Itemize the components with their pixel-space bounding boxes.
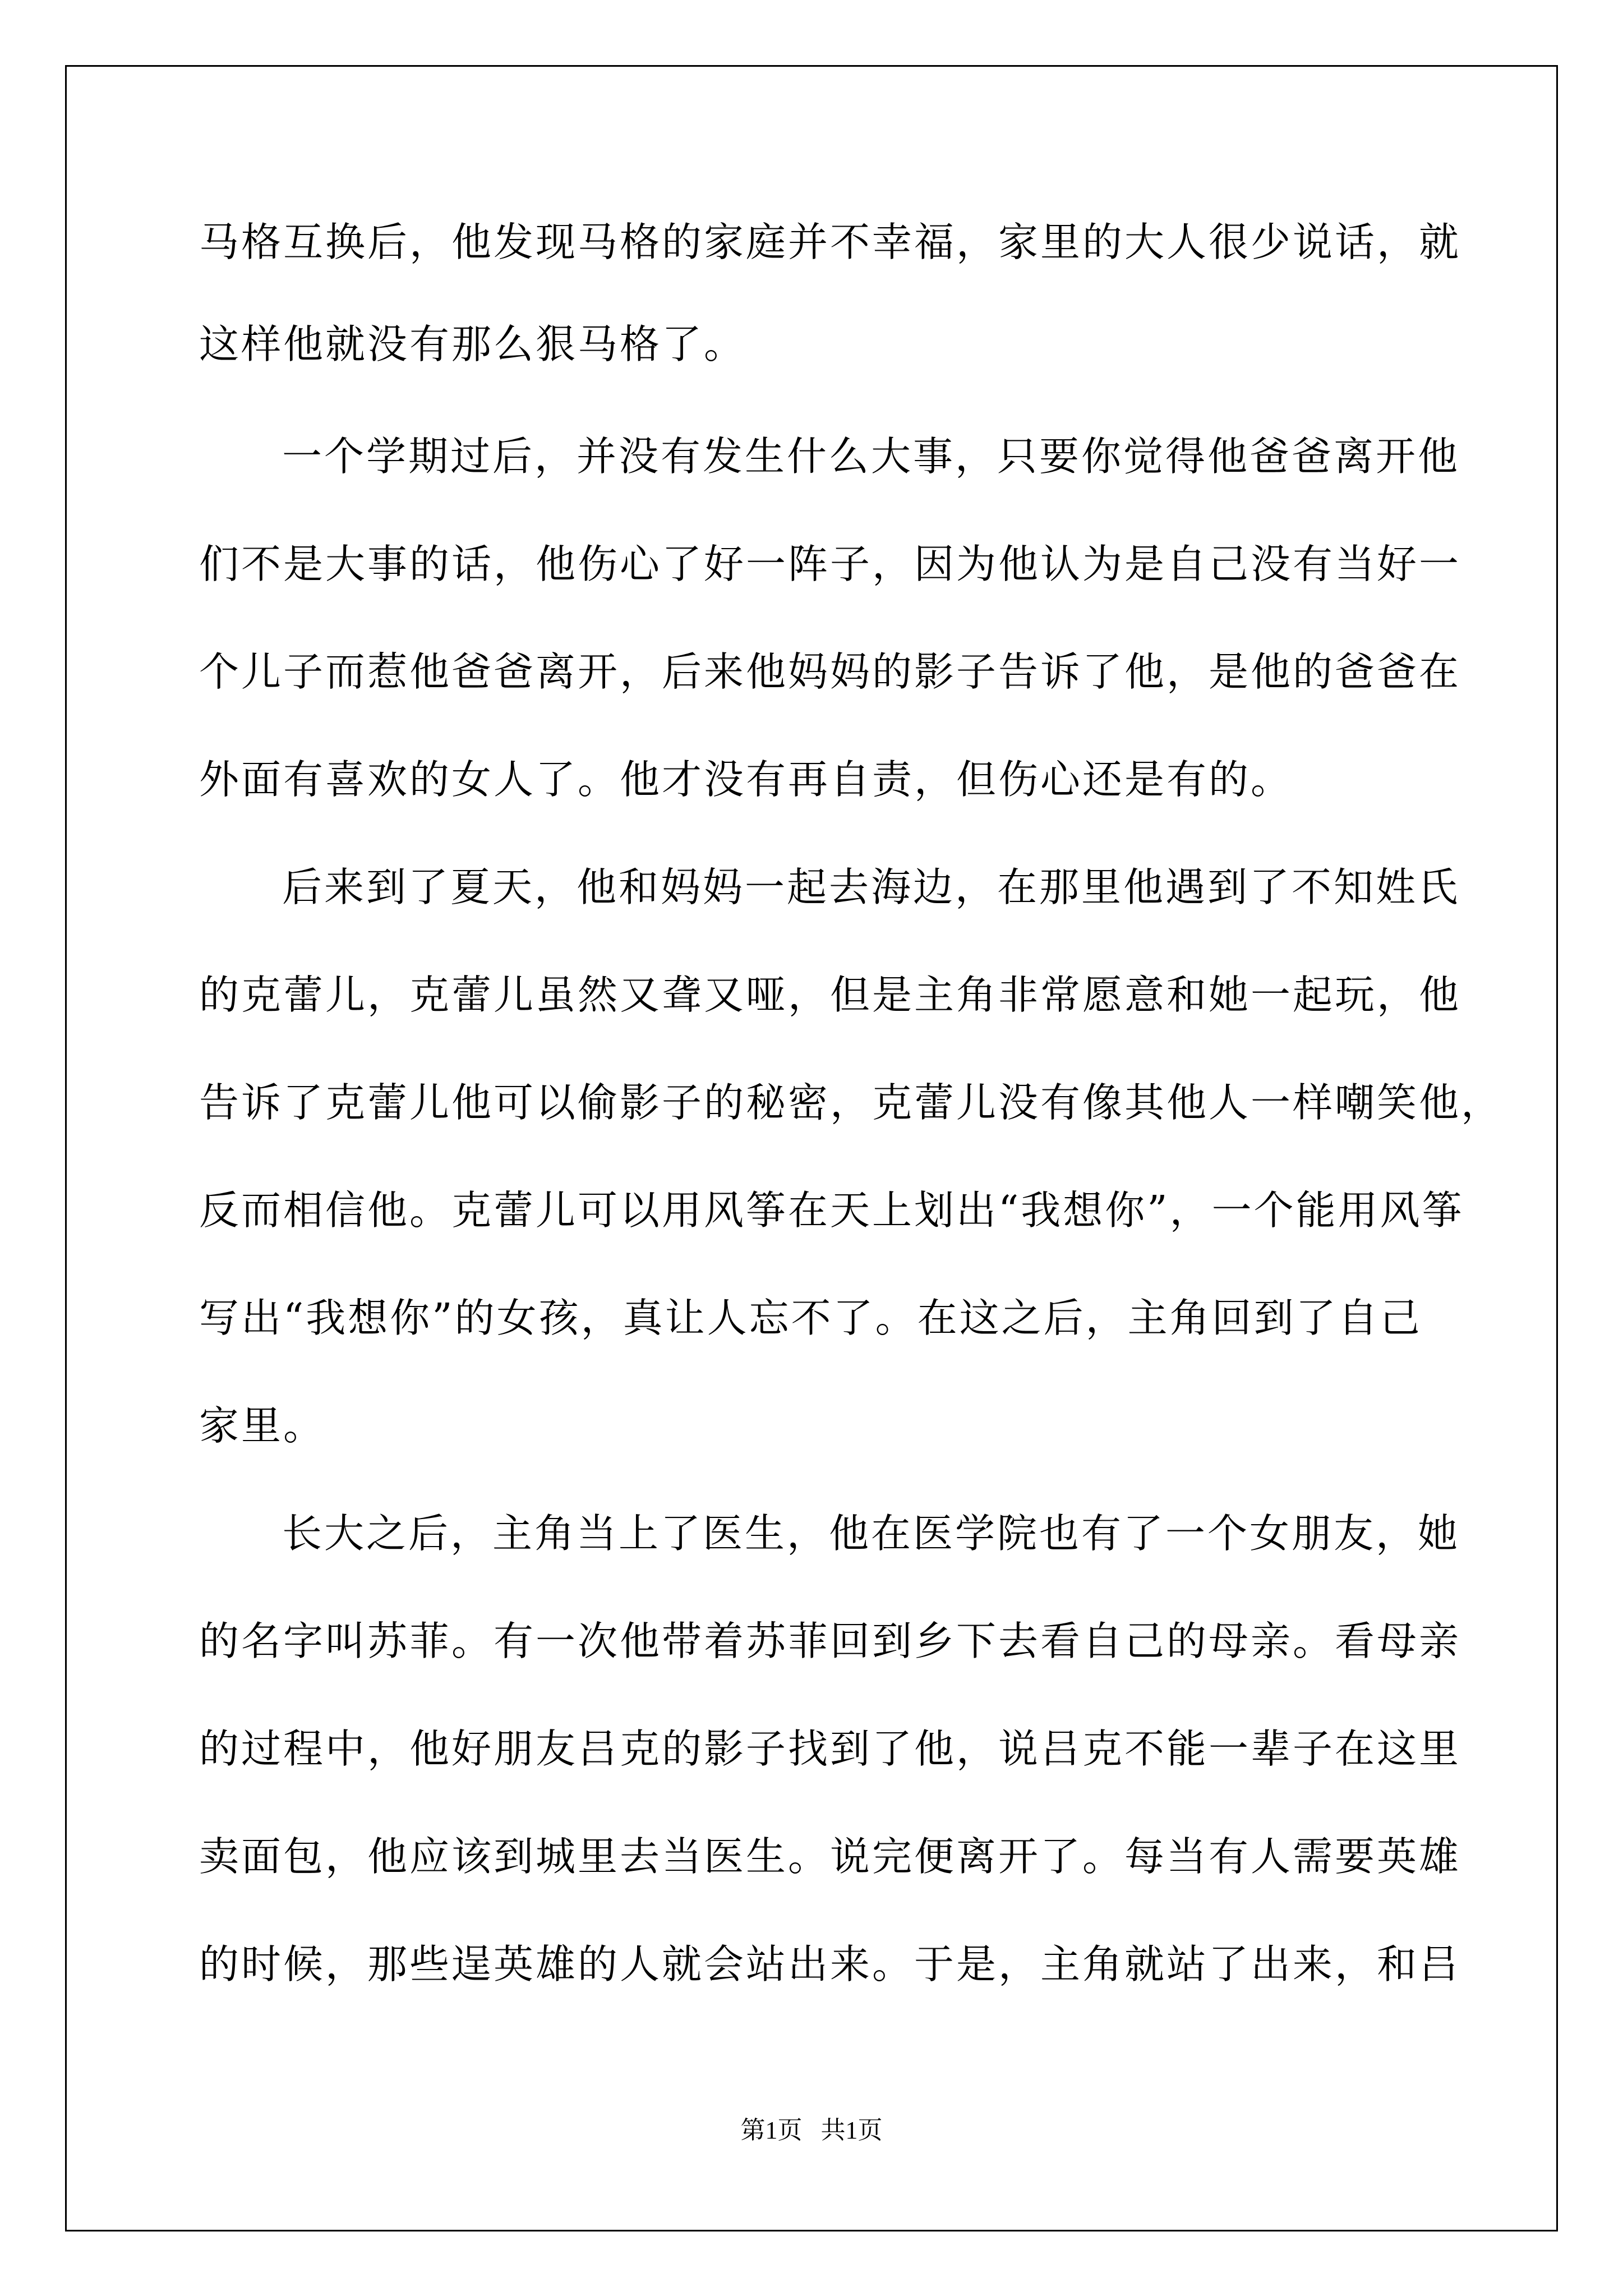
text-line: 马格互换后，他发现马格的家庭并不幸福，家里的大人很少说话，就 — [199, 219, 1461, 265]
text-line: 外面有喜欢的女人了。他才没有再自责，但伤心还是有的。 — [199, 756, 1293, 803]
page-border — [65, 65, 1558, 2231]
text-line: 卖面包，他应该到城里去当医生。说完便离开了。每当有人需要英雄 — [199, 1833, 1461, 1880]
text-line: 个儿子而惹他爸爸离开，后来他妈妈的影子告诉了他，是他的爸爸在 — [199, 648, 1461, 695]
text-line: 这样他就没有那么狠马格了。 — [199, 321, 746, 367]
text-line: 们不是大事的话，他伤心了好一阵子，因为他认为是自己没有当好一 — [199, 541, 1461, 587]
text-line: 家里。 — [199, 1402, 326, 1449]
text-line: 告诉了克蕾儿他可以偷影子的秘密，克蕾儿没有像其他人一样嘲笑他， — [199, 1079, 1504, 1126]
text-line: 写出“我想你”的女孩，真让人忘不了。在这之后，主角回到了自己 — [199, 1295, 1422, 1341]
text-line: 的过程中，他好朋友吕克的影子找到了他，说吕克不能一辈子在这里 — [199, 1726, 1461, 1772]
text-line: 后来到了夏天，他和妈妈一起去海边，在那里他遇到了不知姓氏 — [282, 864, 1460, 910]
text-line: 的克蕾儿，克蕾儿虽然又聋又哑，但是主角非常愿意和她一起玩，他 — [199, 972, 1461, 1018]
text-line: 的名字叫苏菲。有一次他带着苏菲回到乡下去看自己的母亲。看母亲 — [199, 1618, 1461, 1664]
text-line: 长大之后，主角当上了医生，他在医学院也有了一个女朋友，她 — [282, 1510, 1460, 1557]
page-number: 第1页 共1页 — [740, 2116, 883, 2144]
text-line: 反而相信他。克蕾儿可以用风筝在天上划出“我想你”，一个能用风筝 — [199, 1187, 1464, 1234]
text-line: 一个学期过后，并没有发生什么大事，只要你觉得他爸爸离开他 — [282, 433, 1460, 480]
text-line: 的时候，那些逞英雄的人就会站出来。于是，主角就站了出来，和吕 — [199, 1941, 1461, 1987]
